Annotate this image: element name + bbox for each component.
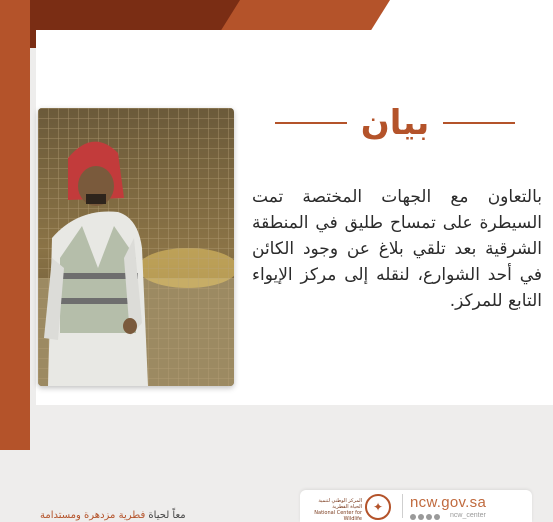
social-handle: ncw_center bbox=[450, 512, 486, 519]
youtube-icon[interactable] bbox=[426, 514, 432, 520]
statement-text: بالتعاون مع الجهات المختصة تمت السيطرة على تمساح طليق في المنطقة الشرقية بعد تلقي بلاغ عن وجود الكائن في أحد الشوارع، لنقله إلى مركز الإيواء التابع للمركز. bbox=[252, 187, 542, 311]
title-line-left bbox=[275, 122, 347, 124]
slogan-part-3: مزدهرة ومستدامة bbox=[40, 510, 119, 521]
website-link[interactable]: ncw.gov.sa bbox=[410, 494, 487, 511]
page-title: بيان bbox=[360, 103, 430, 143]
worker-photo bbox=[38, 108, 234, 386]
logo-text: المركز الوطني لتنمية الحياة الفطرية National Center for Wildlife bbox=[314, 498, 362, 522]
snapchat-icon[interactable] bbox=[434, 514, 440, 520]
left-accent-bar bbox=[0, 0, 30, 450]
slogan-part-2: فطرية bbox=[118, 510, 146, 521]
slogan bbox=[40, 510, 186, 521]
title-row bbox=[256, 100, 534, 146]
footer-divider bbox=[402, 494, 403, 518]
x-icon[interactable] bbox=[410, 514, 416, 520]
slogan-part-1: معاً لحياة bbox=[145, 510, 186, 521]
social-icons bbox=[410, 514, 440, 520]
ncw-logo-icon: ✦ bbox=[365, 494, 391, 520]
title-line-right bbox=[443, 122, 515, 124]
photo-illustration bbox=[38, 108, 234, 386]
instagram-icon[interactable] bbox=[418, 514, 424, 520]
